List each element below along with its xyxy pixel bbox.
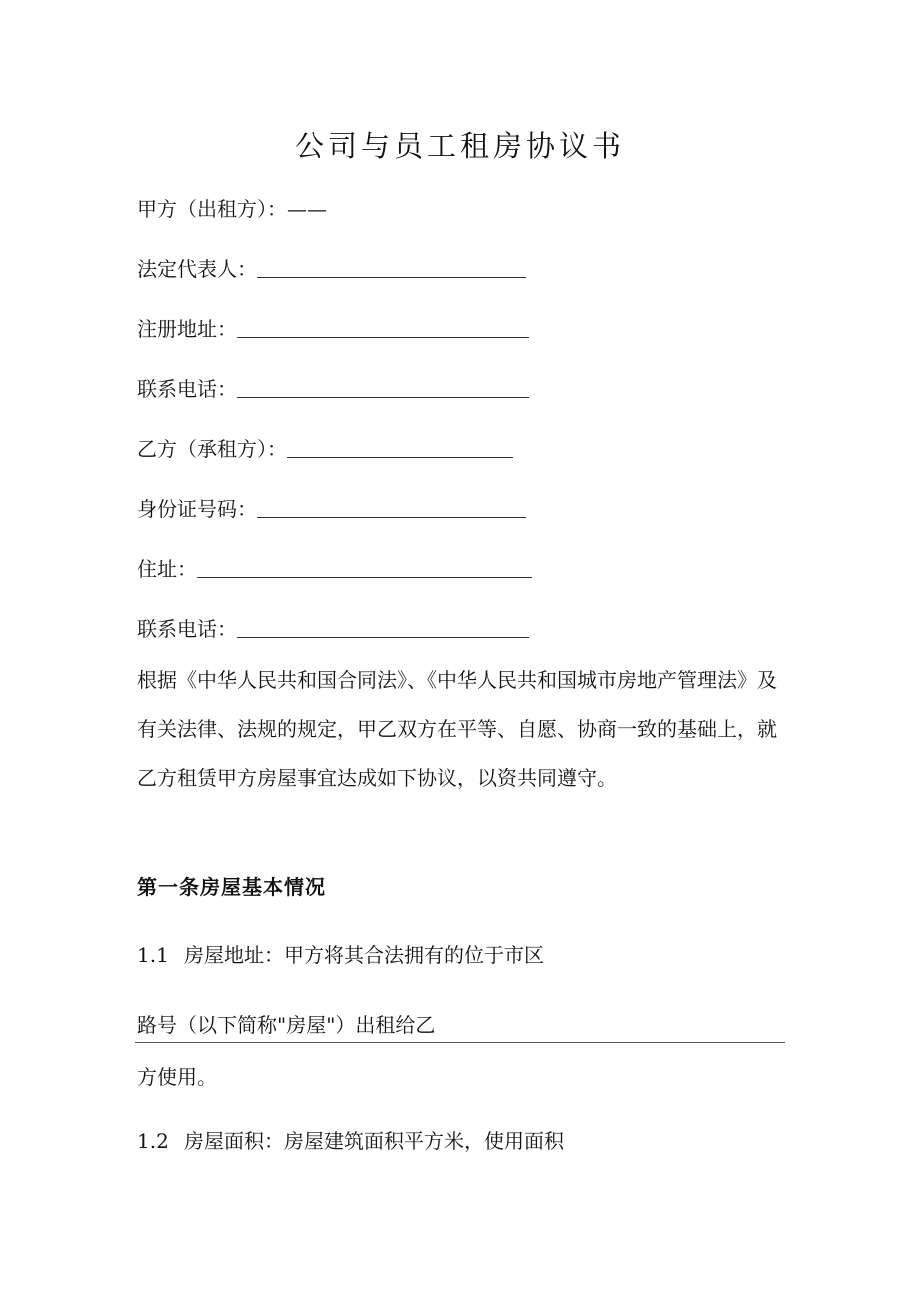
party-a-phone-field (137, 370, 529, 404)
party-b-label: 乙方（承租方）： (137, 437, 287, 461)
item-2-text: 房屋面积：房屋建筑面积平方米，使用面积 (184, 1129, 564, 1153)
article-1-heading: 第一条房屋基本情况 (137, 875, 326, 899)
address-blank[interactable] (197, 553, 532, 578)
item-2-number: 1.2 (137, 1129, 169, 1153)
party-a-phone-blank[interactable] (237, 373, 529, 398)
registered-address-label: 注册地址： (137, 317, 237, 341)
party-a-field (137, 190, 327, 224)
item-1-text: 房屋地址：甲方将其合法拥有的位于市区 (184, 943, 544, 967)
party-b-field (137, 430, 513, 464)
party-b-phone-field (137, 610, 529, 644)
id-number-label: 身份证号码： (137, 497, 257, 521)
fill-in-rule[interactable] (135, 1042, 785, 1043)
address-label: 住址： (137, 557, 197, 581)
party-b-phone-blank[interactable] (237, 613, 529, 638)
article-1-item-1-continued: 路号（以下简称"房屋"）出租给乙 (137, 1013, 436, 1037)
document-title: 公司与员工租房协议书 (294, 129, 625, 163)
registered-address-field (137, 310, 529, 344)
party-a-label: 甲方（出租方）：—— (137, 197, 327, 221)
party-b-blank[interactable] (287, 433, 513, 458)
party-b-phone-label: 联系电话： (137, 617, 237, 641)
id-number-field (137, 490, 526, 524)
id-number-blank[interactable] (257, 493, 526, 518)
article-1-item-2 (137, 1124, 564, 1158)
article-1-item-1 (137, 938, 544, 972)
preamble-paragraph: 根据《中华人民共和国合同法》、《中华人民共和国城市房地产管理法》及有关法律、法规的规定，甲乙双方在平等、自愿、协商一致的基础上，就乙方租赁甲方房屋事宜达成如下协议，以资共同遵守。 (137, 668, 777, 790)
registered-address-blank[interactable] (237, 313, 529, 338)
legal-rep-label: 法定代表人： (137, 257, 257, 281)
address-field (137, 550, 532, 584)
article-1-item-1-end: 方使用。 (137, 1065, 217, 1089)
legal-rep-field (137, 250, 526, 284)
party-a-phone-label: 联系电话： (137, 377, 237, 401)
legal-rep-blank[interactable] (257, 253, 526, 278)
item-1-number: 1.1 (137, 943, 169, 967)
